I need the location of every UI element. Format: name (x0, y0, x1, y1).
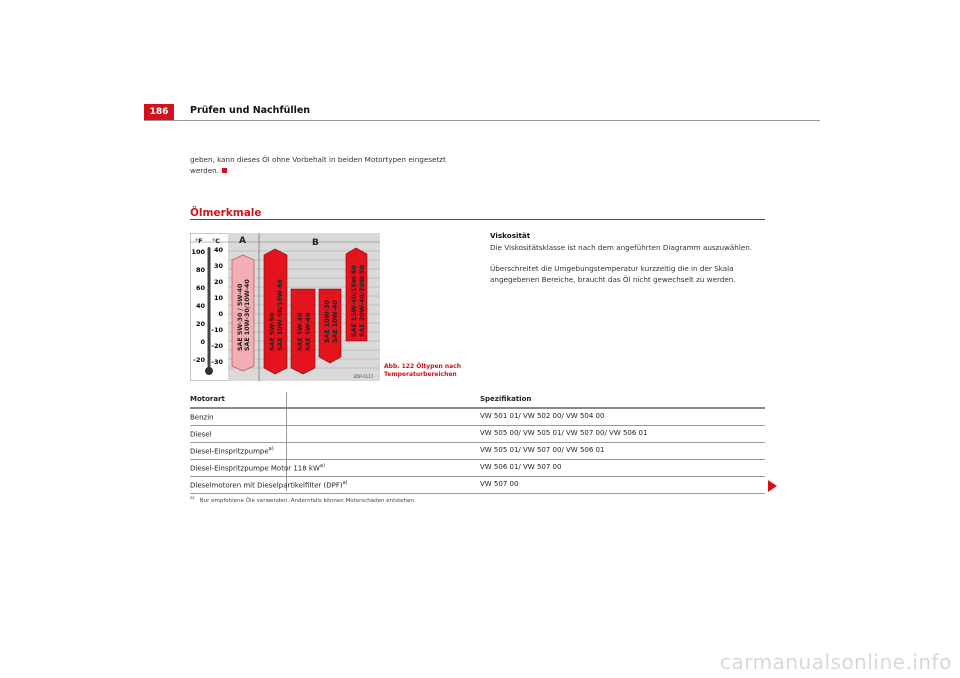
oil-viscosity-figure (190, 233, 380, 381)
cell-motorart: Diesel-Einspritzpumpe$^{a)}$ (190, 446, 274, 456)
cell-spezifikation: VW 507 00 (480, 480, 519, 488)
end-mark-icon (222, 168, 227, 173)
band-b1-line2: SAE 10W-50/10W-60 (277, 279, 284, 351)
c-tick: -30 (211, 358, 223, 366)
cell-spezifikation: VW 506 01/ VW 507 00 (480, 463, 562, 471)
cell-motorart: Dieselmotoren mit Dieselpartikelfilter (DPF)$^{a)}$ (190, 480, 348, 490)
figure-code: B5P-0117 (354, 374, 374, 379)
f-tick: 80 (195, 266, 205, 274)
c-tick: -10 (211, 326, 223, 334)
caption-line-1: Abb. 122 Öltypen nach (384, 363, 462, 370)
footnote-text: Nur empfohlene Öle verwenden. Andernfalls können Motorschäden entstehen. (199, 497, 416, 504)
c-tick: 10 (213, 294, 223, 302)
table-row (190, 460, 765, 477)
header-title: Prüfen und Nachfüllen (190, 105, 311, 116)
page-number: 186 (144, 104, 174, 120)
figure-caption (384, 363, 474, 379)
label-b: B (312, 238, 319, 248)
band-b2-line2: SAE 5W-40 (305, 312, 312, 351)
f-tick: 100 (191, 248, 205, 256)
cell-spezifikation: VW 505 00/ VW 505 01/ VW 507 00/ VW 506 01 (480, 429, 648, 437)
intro-paragraph (190, 155, 470, 176)
c-tick: 0 (218, 310, 223, 318)
footer-watermark: carmanualsonline.info (720, 650, 952, 674)
cell-motorart: Diesel-Einspritzpumpe Motor 118 $kW^{a)}$ (190, 463, 325, 473)
c-tick: 40 (213, 246, 223, 254)
c-tick: 20 (213, 278, 223, 286)
table-row (190, 477, 765, 494)
cell-motorart: Benzin (190, 413, 214, 422)
caption-line-2: Temperaturbereichen (384, 371, 457, 378)
viskositaet-paragraph-2: Überschreitet die Umgebungstemperatur kurzzeitig die in der Skala angegebenen Bereiche, braucht das Öl nicht gewechselt zu werden. (490, 264, 736, 284)
f-tick: 60 (195, 284, 205, 292)
col-header-motorart: Motorart (190, 395, 225, 403)
band-b2-line1: SAE 5W-30 (297, 312, 304, 351)
next-page-arrow-icon[interactable] (768, 480, 777, 492)
f-tick: -20 (193, 356, 205, 364)
label-a: A (239, 236, 246, 246)
section-rule (190, 219, 765, 220)
viscosity-band-b2 (291, 289, 315, 374)
table-header (190, 392, 765, 409)
band-b3-line1: SAE 10W-30 (324, 300, 331, 343)
c-tick: -20 (211, 342, 223, 350)
footnote-mark: a) (190, 496, 195, 501)
unit-celsius: °C (212, 237, 221, 245)
viscosity-band-a (232, 255, 254, 371)
f-tick: 0 (200, 338, 205, 346)
viskositaet-heading: Viskosität (490, 231, 531, 240)
viskositaet-paragraph-1: Die Viskositätsklasse ist nach dem angeführten Diagramm auszuwählen. (490, 243, 753, 252)
band-a-line1: SAE 5W-30 / 5W-40 (237, 283, 244, 351)
cell-spezifikation: VW 501 01/ VW 502 00/ VW 504 00 (480, 412, 605, 420)
cell-motorart: Diesel (190, 430, 212, 439)
table-row (190, 426, 765, 443)
unit-fahrenheit: °F (195, 237, 203, 245)
table-row (190, 409, 765, 426)
viscosity-band-b3 (319, 289, 341, 363)
footnote (190, 496, 416, 504)
band-b1-line1: SAE 5W-50 (269, 312, 276, 351)
band-a-line2: SAE 10W-30/10W-40 (244, 279, 251, 351)
band-b4-line1: SAE 15W-40/15W-50 (351, 265, 358, 337)
band-b3-line2: SAE 10W-40 (332, 300, 339, 343)
band-b4-line2: SAE 20W-40/20W-50 (359, 265, 366, 337)
header-rule (144, 120, 820, 121)
f-tick: 20 (195, 320, 205, 328)
intro-text: geben, kann dieses Öl ohne Vorbehalt in beiden Motortypen eingesetzt werden. (190, 155, 446, 175)
f-tick: 40 (195, 302, 205, 310)
col-header-spezifikation: Spezifikation (480, 395, 532, 403)
viscosity-band-b1 (264, 249, 287, 374)
oil-spec-table (190, 392, 765, 494)
section-title: Ölmerkmale (190, 207, 262, 219)
viscosity-band-b4 (346, 248, 367, 341)
table-row (190, 443, 765, 460)
cell-spezifikation: VW 505 01/ VW 507 00/ VW 506 01 (480, 446, 605, 454)
c-tick: 30 (213, 262, 223, 270)
